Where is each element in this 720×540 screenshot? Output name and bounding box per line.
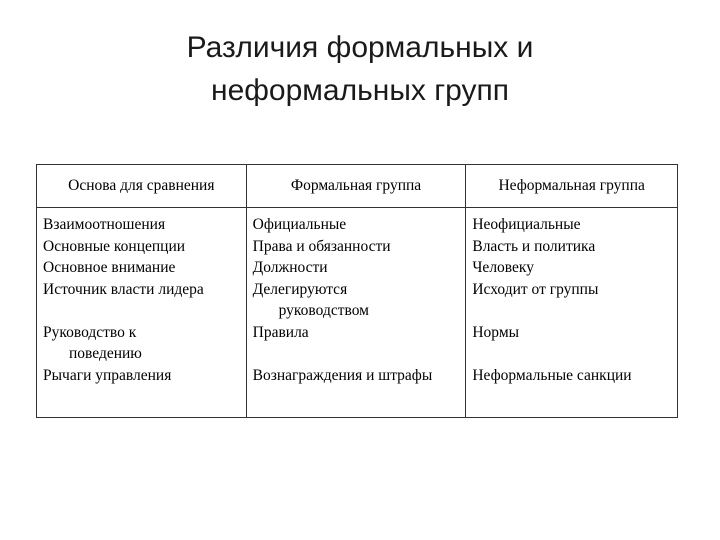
formal-behavior-guide: Правила <box>252 323 309 341</box>
basis-core-concepts: Основные концепции <box>43 237 186 255</box>
slide-title <box>0 26 720 112</box>
formal-control-levers: Вознаграждения и штрафы <box>252 366 433 384</box>
basis-control-levers: Рычаги управления <box>43 366 172 384</box>
informal-main-focus: Человеку <box>472 259 534 276</box>
table-body-row <box>37 208 678 418</box>
slide-title-line-2: неформальных групп <box>211 74 509 107</box>
spacer <box>253 343 466 365</box>
informal-group-column <box>466 208 678 418</box>
informal-relationships: Неофициальные <box>472 216 581 233</box>
formal-leader-power-source-cont: руководством <box>278 302 369 319</box>
formal-core-concepts: Права и обязанности <box>252 237 391 255</box>
header-formal-group: Формальная группа <box>246 165 466 208</box>
informal-core-concepts: Власть и политика <box>472 237 596 255</box>
formal-main-focus: Должности <box>252 259 328 276</box>
spacer <box>472 343 677 365</box>
table-header-row <box>37 165 678 208</box>
header-informal-group: Неформальная группа <box>466 165 678 208</box>
spacer <box>43 300 246 322</box>
formal-leader-power-source: Делегируются <box>252 280 348 298</box>
basis-behavior-guide-cont: поведению <box>69 345 142 362</box>
basis-column <box>37 208 247 418</box>
slide-title-line-1: Различия формальных и <box>186 31 534 64</box>
header-basis: Основа для сравнения <box>37 165 247 208</box>
informal-control-levers: Неформальные санкции <box>472 366 632 384</box>
formal-group-column <box>246 208 466 418</box>
informal-behavior-guide: Нормы <box>472 323 520 341</box>
informal-leader-power-source: Исходит от группы <box>472 280 599 298</box>
basis-main-focus: Основное внимание <box>43 259 176 276</box>
basis-behavior-guide: Руководство к <box>43 323 137 341</box>
formal-relationships: Официальные <box>252 216 347 233</box>
basis-relationships: Взаимоотношения <box>43 216 166 233</box>
basis-leader-power-source: Источник власти лидера <box>43 280 204 298</box>
comparison-table <box>36 164 678 418</box>
spacer <box>472 300 677 322</box>
